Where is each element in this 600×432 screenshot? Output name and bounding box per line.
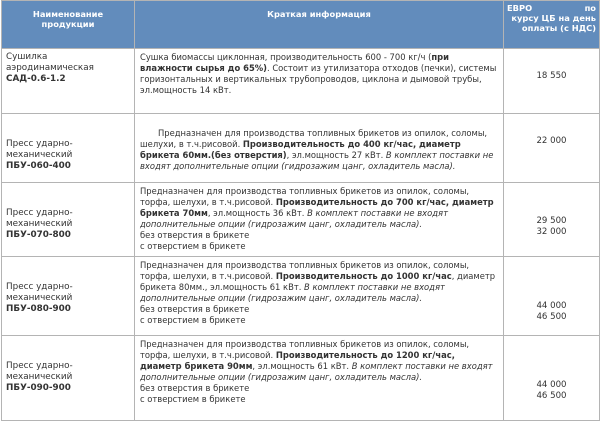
price-cell [504, 183, 600, 257]
product-name-cell [2, 257, 135, 336]
product-type: Сушилка аэродинамическая [6, 52, 94, 73]
table-row [2, 257, 600, 336]
product-info-cell [135, 183, 504, 257]
info-text-italic: В комплект поставки не входят дополнительные опции (гидрозажим цанг, охладитель масла). [140, 282, 445, 303]
price-value: 44 000 [536, 380, 567, 390]
product-name-cell [2, 114, 135, 183]
table-row [2, 183, 600, 257]
variant-with-hole: с отверстием в брикете [140, 241, 246, 251]
variant-with-hole: с отверстием в брикете [140, 315, 246, 325]
info-text-italic: В комплект поставки не входят дополнительные опции (гидрозажим цанг, охладитель масла). [140, 361, 493, 382]
product-name-cell [2, 183, 135, 257]
product-info-cell [135, 114, 504, 183]
product-model: ПБУ-060-400 [6, 161, 71, 171]
price-table [1, 0, 600, 421]
product-type: Пресс ударно-механический [6, 282, 73, 303]
table-row [2, 49, 600, 114]
table-row [2, 336, 600, 421]
price-cell [504, 49, 600, 114]
info-text: . Состоит из утилизатора отходов (печки), системы горизонтальных и вертикальных трубопроводов, циклона и дымовой трубы, эл.мощность 14 кВт. [140, 63, 497, 95]
info-text-bold: при влажности сырья до 65%) [140, 52, 450, 73]
price-value: 46 500 [536, 391, 567, 401]
variant-no-hole: без отверстия в брикете [140, 304, 250, 314]
product-type: Пресс ударно-механический [6, 361, 73, 382]
product-info-cell [135, 49, 504, 114]
info-text: Предназначен для производства топливных брикетов из опилок, соломы, торфа, шелухи, в т.ч.рисовой. [140, 339, 470, 360]
product-type: Пресс ударно-механический [6, 139, 73, 160]
product-type: Пресс ударно-механический [6, 208, 73, 229]
header-product-name: Наименование продукции [2, 1, 135, 49]
info-text: , эл.мощность 36 кВт. [207, 208, 308, 218]
header-price-currency: ЕВРО [507, 3, 533, 13]
product-model: САД-0.6-1.2 [6, 74, 66, 84]
variant-no-hole: без отверстия в брикете [140, 230, 250, 240]
price-cell [504, 114, 600, 183]
info-text: , эл.мощность 27 кВт. [286, 150, 386, 160]
info-text: Предназначен для производства топливных брикетов из опилок, соломы, шелухи, в т.ч.рисовой. [140, 128, 488, 149]
header-short-info: Краткая информация [135, 1, 504, 49]
header-price [504, 1, 600, 49]
price-cell [504, 336, 600, 421]
info-text-bold: Производительность до 400 кг/час, диаметр брикета 60мм.(без отверстия) [140, 139, 461, 160]
product-info-cell [135, 336, 504, 421]
info-text: Сушка биомассы циклонная, производительность 600 - 700 кг/ч ( [140, 52, 432, 62]
price-value: 32 000 [536, 227, 567, 237]
product-model: ПБУ-080-900 [6, 304, 71, 314]
product-name-cell [2, 336, 135, 421]
info-text: Предназначен для производства топливных брикетов из опилок, соломы, торфа, шелухи, в т.ч.рисовой. [140, 260, 470, 281]
product-info-cell [135, 257, 504, 336]
price-value: 22 000 [536, 136, 567, 146]
table-row [2, 114, 600, 183]
info-text-bold: Производительность до 700 кг/час, диаметр брикета 70мм [140, 197, 494, 218]
header-price-by: по [584, 3, 596, 13]
product-model: ПБУ-090-900 [6, 383, 71, 393]
header-price-line1 [507, 3, 596, 13]
variant-with-hole: с отверстием в брикете [140, 394, 246, 404]
header-price-line2: курсу ЦБ на день оплаты (с НДС) [511, 13, 596, 33]
product-model: ПБУ-070-800 [6, 230, 71, 240]
table-header-row [2, 1, 600, 49]
product-name-cell [2, 49, 135, 114]
price-value: 29 500 [536, 216, 567, 226]
info-text-italic: В комплект поставки не входят дополнительные опции (гидрозажим цанг, охладитель масла). [140, 208, 448, 229]
price-value: 46 500 [536, 312, 567, 322]
price-value: 18 550 [536, 71, 567, 81]
info-text-bold: Производительность до 1200 кг/час, диаметр брикета 90мм [140, 350, 455, 371]
price-cell [504, 257, 600, 336]
info-text: , диаметр брикета 80мм., эл.мощность 61 кВт. [140, 271, 496, 292]
info-text-bold: Производительность до 1000 кг/час [275, 271, 452, 281]
variant-no-hole: без отверстия в брикете [140, 383, 250, 393]
info-text: Предназначен для производства топливных брикетов из опилок, соломы, торфа, шелухи, в т.ч.рисовой. [140, 186, 470, 207]
price-value: 44 000 [536, 301, 567, 311]
info-text: , эл.мощность 61 кВт. [252, 361, 352, 371]
info-text-italic: В комплект поставки не входят дополнительные опции (гидрозажим цанг, охладитель масла). [140, 150, 494, 171]
